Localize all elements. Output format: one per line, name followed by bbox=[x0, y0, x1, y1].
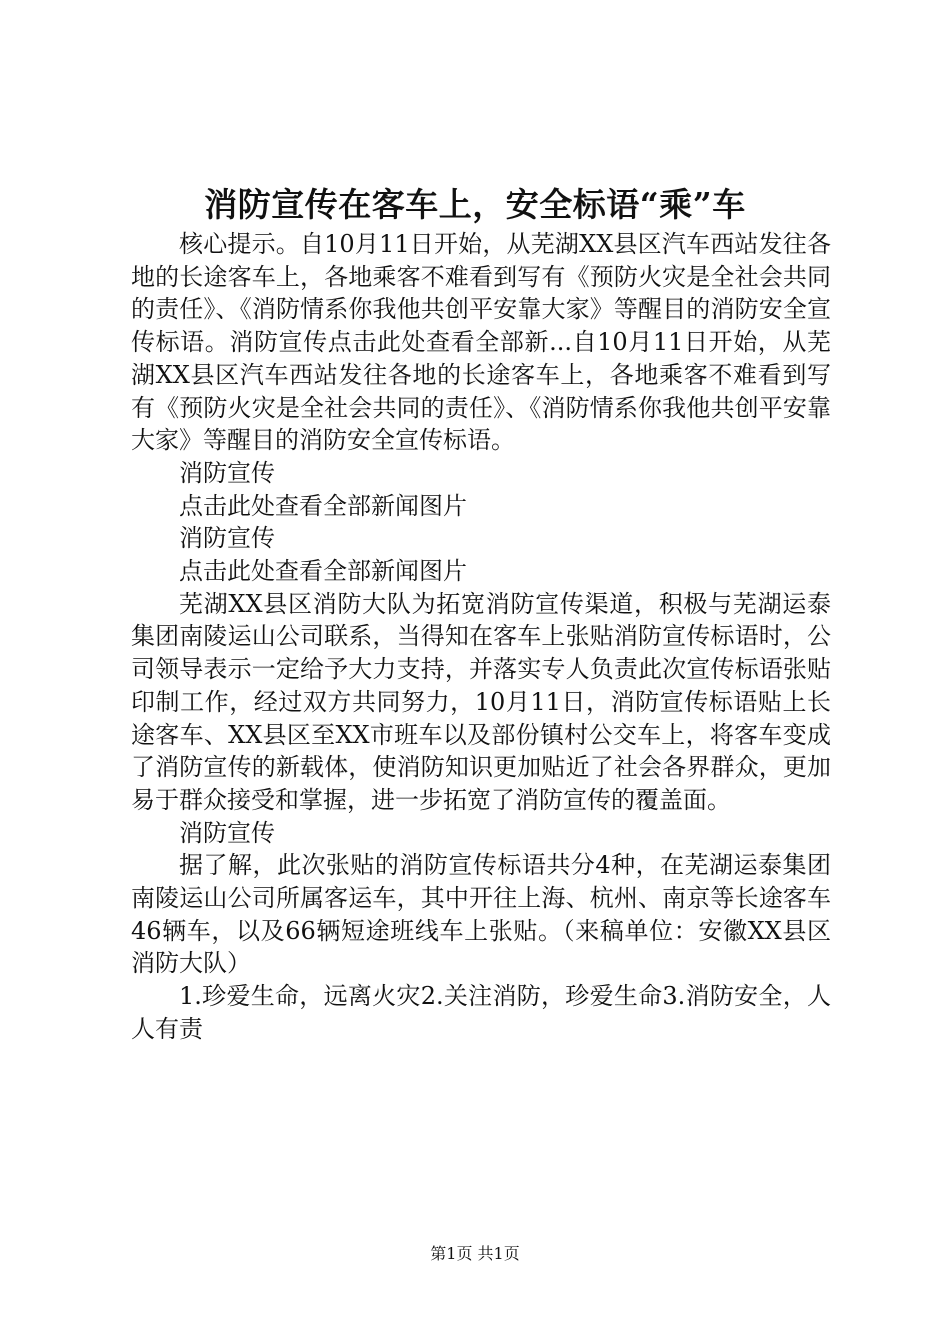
page-footer: 第1页 共1页 bbox=[430, 1244, 520, 1263]
document-body bbox=[131, 228, 831, 1046]
paragraph-intro: 核心提示。自10月11日开始，从芜湖XX县区汽车西站发往各地的长途客车上，各地乘客不难看到写有《预防火灾是全社会共同的责任》、《消防情系你我他共创平安靠大家》等醒目的消防安全宣传标语。消防宣传点击此处查看全部新...自10月11日开始，从芜湖XX县区汽车西站发往各地的长途客车上，各地乘客不难看到写有《预防火灾是全社会共同的责任》、《消防情系你我他共创平安靠大家》等醒目的消防安全宣传标语。 bbox=[131, 230, 831, 455]
paragraph-main: 芜湖XX县区消防大队为拓宽消防宣传渠道，积极与芜湖运泰集团南陵运山公司联系，当得知在客车上张贴消防宣传标语时，公司领导表示一定给予大力支持，并落实专人负责此次宣传标语张贴印制工作，经过双方共同努力，10月11日，消防宣传标语贴上长途客车、XX县区至XX市班车以及部份镇村公交车上，将客车变成了消防宣传的新载体，使消防知识更加贴近了社会各界群众，更加易于群众接受和掌握，进一步拓宽了消防宣传的覆盖面。 bbox=[131, 589, 831, 814]
paragraph-caption: 消防宣传 bbox=[179, 818, 275, 847]
paragraph-image-link: 点击此处查看全部新闻图片 bbox=[179, 557, 467, 586]
paragraph-caption: 消防宣传 bbox=[179, 524, 275, 553]
paragraph-details: 据了解，此次张贴的消防宣传标语共分4种，在芜湖运泰集团南陵运山公司所属客运车，其中开往上海、杭州、南京等长途客车46辆车，以及66辆短途班线车上张贴。（来稿单位：安徽XX县区消防大队） bbox=[131, 851, 831, 978]
paragraph-image-link: 点击此处查看全部新闻图片 bbox=[179, 491, 467, 520]
paragraph-slogans: 1.珍爱生命，远离火灾2.关注消防，珍爱生命3.消防安全，人人有责 bbox=[131, 982, 831, 1043]
document-title: 消防宣传在客车上，安全标语“乘”车 bbox=[204, 185, 746, 224]
paragraph-caption: 消防宣传 bbox=[179, 458, 275, 487]
